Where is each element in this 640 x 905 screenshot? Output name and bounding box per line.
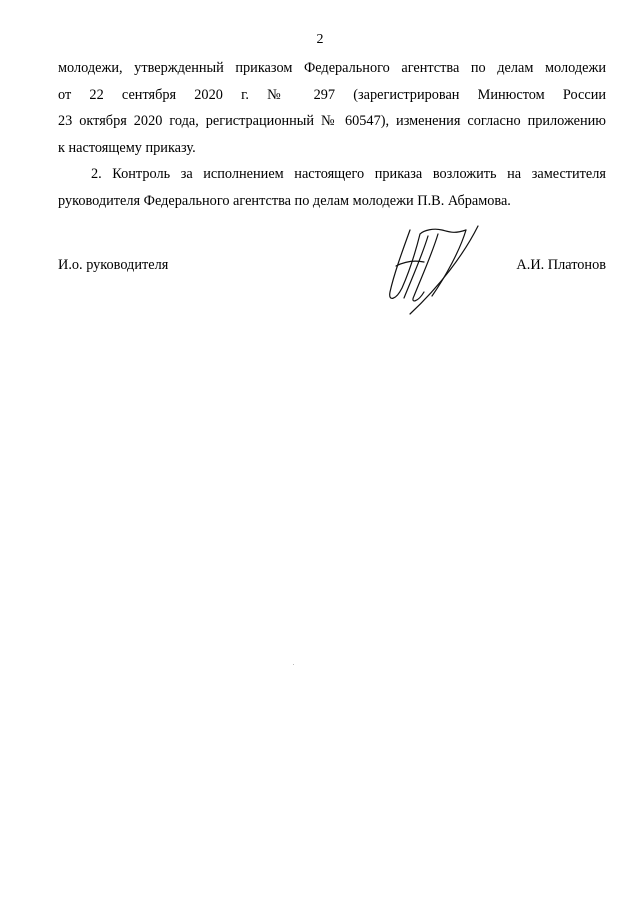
paragraph-2 xyxy=(58,161,606,214)
scan-speck xyxy=(293,664,294,665)
paragraph-2-line-1: 2. Контроль за исполнением настоящего приказа возложить на заместителя xyxy=(91,166,606,182)
paragraph-1-line-2: от 22 сентября 2020 г. № 297 (зарегистрирован Минюстом России xyxy=(58,86,606,103)
paragraph-2-line-2: руководителя Федерального агентства по делам молодежи П.В. Абрамова. xyxy=(58,192,511,209)
signatory-role: И.о. руководителя xyxy=(58,257,169,273)
document-body xyxy=(58,55,606,214)
page-number: 2 xyxy=(316,32,324,47)
handwritten-signature xyxy=(380,222,490,318)
paragraph-1 xyxy=(58,55,606,161)
signatory-name: А.И. Платонов xyxy=(516,257,606,273)
paragraph-1-line-3: 23 октября 2020 года, регистрационный № 60547), изменения согласно приложению xyxy=(58,113,606,129)
paragraph-1-line-4: к настоящему приказу. xyxy=(58,139,196,156)
paragraph-1-line-1: молодежи, утвержденный приказом Федерального агентства по делам молодежи xyxy=(58,60,606,76)
